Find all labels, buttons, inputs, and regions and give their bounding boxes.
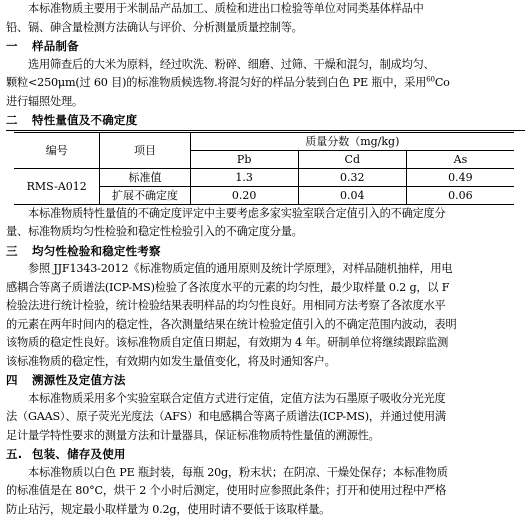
usage-line-3: 防止玷污，规定最小取样量为 0.2g，使用时请不要低于该取样量。 [6,501,525,519]
usage-line-2: 的标准值是在 80°C，烘干 2 个小时后测定，使用时应参照此条件；打开和使用过程中严格 [6,482,525,501]
homogeneity-line-3: 检验法进行统计检验，统计检验结果表明样品的均匀性良好。用相同方法考察了各浓度水平 [6,297,525,316]
section-number: 一 [6,37,32,56]
section-title: 溯源性及定值方法 [32,373,126,387]
header-item: 项目 [100,132,190,168]
section-heading-values [6,111,525,131]
prep-line-2: 颗粒<250μm(过 60 目)的标准物质候选物.将混匀好的样品分装到白色 PE 瓶中，采用$^{60}$Co [6,74,525,93]
header-mass-fraction: 质量分数（mg/kg) [190,132,514,150]
usage-line-1: 本标准物质以白色 PE 瓶封装，每瓶 20g，粉末状；在阴凉、干燥处保存；本标准物质 [6,464,525,483]
intro-line-2: 铅、镉、砷含量检测方法确认与评价、分析测量质量控制等。 [6,19,525,38]
header-element-cd: Cd [298,150,406,168]
homogeneity-line-2: 感耦合等离子质谱法(ICP-MS)检验了各浓度水平的元素的均匀性，最少取样量 0.2 g，以 F [6,279,525,298]
row-label: 扩展不确定度 [100,186,190,204]
uncertainty-line-1: 本标准物质特性量值的不确定度评定中主要考虑多家实验室联合定值引入的不确定度分 [6,205,525,224]
isotope-element: Co [435,76,450,89]
section-number: 二 [6,111,32,130]
value-cell: 0.06 [406,186,514,204]
section-title: 样品制备 [32,39,79,53]
section-number: 三 [6,242,32,261]
homogeneity-line-4: 的元素在两年时间内的稳定性，各次测量结果在统计检验定值引入的不确定范围内波动，表明 [6,316,525,335]
section-heading-homogeneity [6,242,525,261]
section-title: 特性量值及不确定度 [32,113,137,127]
header-element-pb: Pb [190,150,298,168]
section-heading-usage [6,445,525,464]
traceability-line-2: 法（GAAS）、原子荧光光度法（AFS）和电感耦合等离子质谱法(ICP-MS)，并通过使用满 [6,408,525,427]
traceability-line-3: 足计量学特性要求的测量方法和计量器具，保证标准物质特性量值的溯源性。 [6,427,525,446]
prep-line-3: 进行辐照处理。 [6,93,525,112]
prep-line-1: 选用筛查后的大米为原料，经过吹洗、粉碎、细磨、过筛、干燥和混匀，制成均匀、 [6,56,525,75]
homogeneity-line-1: 参照 JJF1343-2012《标准物质定值的通用原则及统计学原理》，对样品随机抽样，用电 [6,260,525,279]
traceability-line-1: 本标准物质采用多个实验室联合定值方式进行定值，定值方法为石墨原子吸收分光光度 [6,390,525,409]
section-title: 包装、储存及使用 [32,447,126,461]
value-cell: 0.04 [298,186,406,204]
homogeneity-line-5: 该物质的稳定性良好。该标准物质自定值日期起，有效期为 4 年。研制单位将继续跟踪监测 [6,334,525,353]
sample-id-cell: RMS-A012 [14,168,100,204]
uncertainty-line-2: 量、标准物质均匀性检验和稳定性检验引入的不确定度分量。 [6,223,525,242]
value-cell: 0.20 [190,186,298,204]
isotope-mass: 60 [426,75,435,83]
value-cell: 0.49 [406,168,514,186]
value-cell: 1.3 [190,168,298,186]
intro-line-1: 本标准物质主要用于米制品产品加工、质检和进出口检验等单位对同类基体样品中 [6,0,525,19]
section-title: 均匀性检验和稳定性考察 [32,244,161,258]
header-id: 编号 [14,132,100,168]
table-row [14,168,514,186]
section-number: 四 [6,371,32,390]
value-cell: 0.32 [298,168,406,186]
homogeneity-line-6: 该标准物质的稳定性，有效期内如发生量值变化，将及时通知客户。 [6,353,525,372]
section-number: 五. [6,445,32,464]
property-values-table [14,132,514,205]
header-element-as: As [406,150,514,168]
section-heading-traceability [6,371,525,390]
section-heading-prep [6,37,525,56]
row-label: 标准值 [100,168,190,186]
